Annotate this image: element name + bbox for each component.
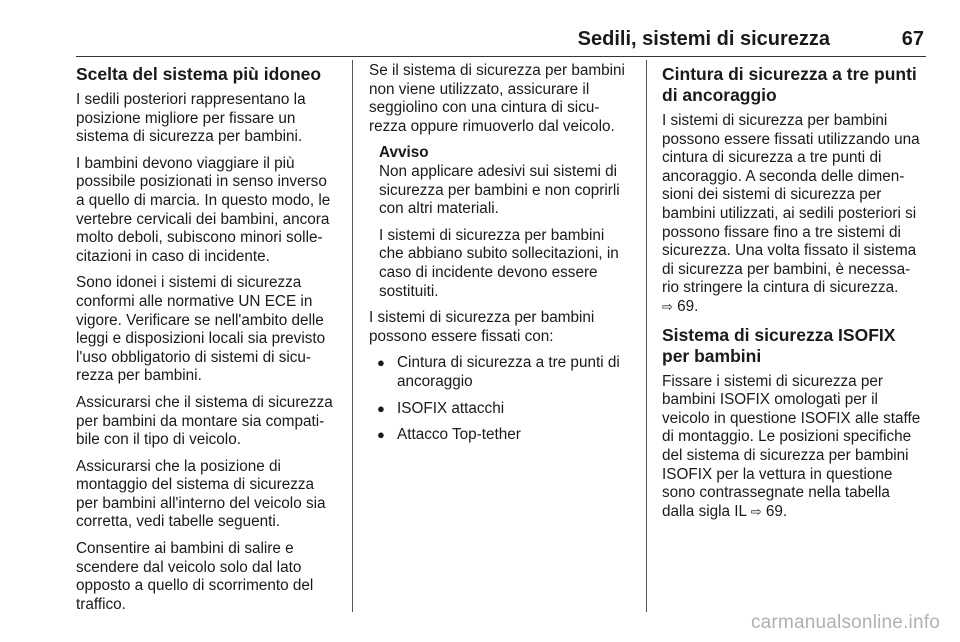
bullet-list	[369, 354, 631, 444]
paragraph: Sono idonei i sistemi di sicurezza conformi alle normative UN ECE in vigore. Verificare se nell'ambito delle leggi e disposizioni locali sia previsto l'uso obbligatorio di sistemi di sicu-rezza per bambini.	[76, 274, 326, 385]
note-paragraph: I sistemi di sicurezza per bambini che abbiano subito sollecitazioni, in caso di incidente devono essere sostituiti.	[379, 226, 619, 300]
section-heading-scelta: Scelta del sistema più idoneo	[76, 64, 322, 84]
column-1	[76, 62, 338, 622]
column-divider-1	[352, 60, 353, 612]
paragraph	[662, 112, 926, 317]
note-paragraph: Non applicare adesivi sui sistemi di sicurezza per bambini e non coprirli con altri materiali.	[379, 162, 620, 218]
list-item: ● ISOFIX attacchi	[369, 400, 631, 419]
paragraph: I sedili posteriori rappresentano la posizione migliore per fissare un sistema di sicurezza per bambini.	[76, 91, 306, 146]
watermark: carmanualsonline.info	[750, 612, 940, 633]
paragraph-text: I sistemi di sicurezza per bambini possono essere fissati utilizzando una cintura di sicurezza a tre punti di ancoraggio. A seconda delle dimen-sioni dei sistemi di sicurezza per bambini utilizzati, ai sedili posteriori si possono fissare fino a tre sistemi di sicurezza. Una volta fissato il sistema di sicurezza per bambini, è necessa-rio stringere la cintura di sicurezza.	[662, 112, 920, 297]
paragraph: Se il sistema di sicurezza per bambini non viene utilizzato, assicurare il seggiolino con una cintura di sicu-rezza oppure rimuoverlo dal veicolo.	[369, 62, 625, 135]
note-title: Avviso	[379, 144, 429, 162]
page-reference[interactable]: 69.	[765, 502, 788, 520]
page-reference[interactable]: 69.	[677, 297, 699, 315]
paragraph: Consentire ai bambini di salire e scendere dal veicolo solo dal lato opposto a quello di scorrimento del traffico.	[76, 540, 314, 613]
paragraph: I bambini devono viaggiare il più possibile posizionati in senso inverso a quello di marcia. In questo modo, le vertebre cervicali dei bambini, ancora molto deboli, subiscono minori solle-citazioni in caso di incidente.	[76, 154, 331, 265]
paragraph: I sistemi di sicurezza per bambini possono essere fissati con:	[369, 309, 595, 345]
section-heading-cintura: Cintura di sicurezza a tre punti di ancoraggio	[662, 64, 917, 105]
page-reference-arrow-icon: ⇨	[750, 503, 762, 519]
paragraph: Assicurarsi che il sistema di sicurezza per bambini da montare sia compati-bile con il tipo di veicolo.	[76, 393, 333, 449]
column-divider-2	[646, 60, 647, 612]
section-heading-isofix: Sistema di sicurezza ISOFIX per bambini	[662, 324, 896, 366]
paragraph-text: Fissare i sistemi di sicurezza per bambini ISOFIX omologati per il veicolo in questione ISOFIX alle staffe di montaggio. Le posizioni specifiche del sistema di sicurezza per bambini ISOFIX per la vettura in questione sono contrassegnate nella tabella dalla sigla IL	[662, 372, 921, 520]
page-number: 67	[901, 28, 924, 50]
paragraph: Assicurarsi che la posizione di montaggio del sistema di sicurezza per bambini all'interno del veicolo sia corretta, vedi tabelle seguenti.	[76, 457, 326, 531]
list-item: ● Attacco Top-tether	[369, 426, 631, 445]
column-2	[369, 62, 631, 453]
header-rule	[76, 56, 926, 57]
page-reference-arrow-icon: ⇨	[662, 298, 673, 314]
page-header-title: Sedili, sistemi di sicurezza	[577, 28, 830, 50]
paragraph	[662, 373, 926, 522]
note-box	[379, 144, 631, 301]
column-3	[662, 62, 926, 529]
list-item: ● Cintura di sicurezza a tre punti di ancoraggio	[369, 354, 631, 391]
